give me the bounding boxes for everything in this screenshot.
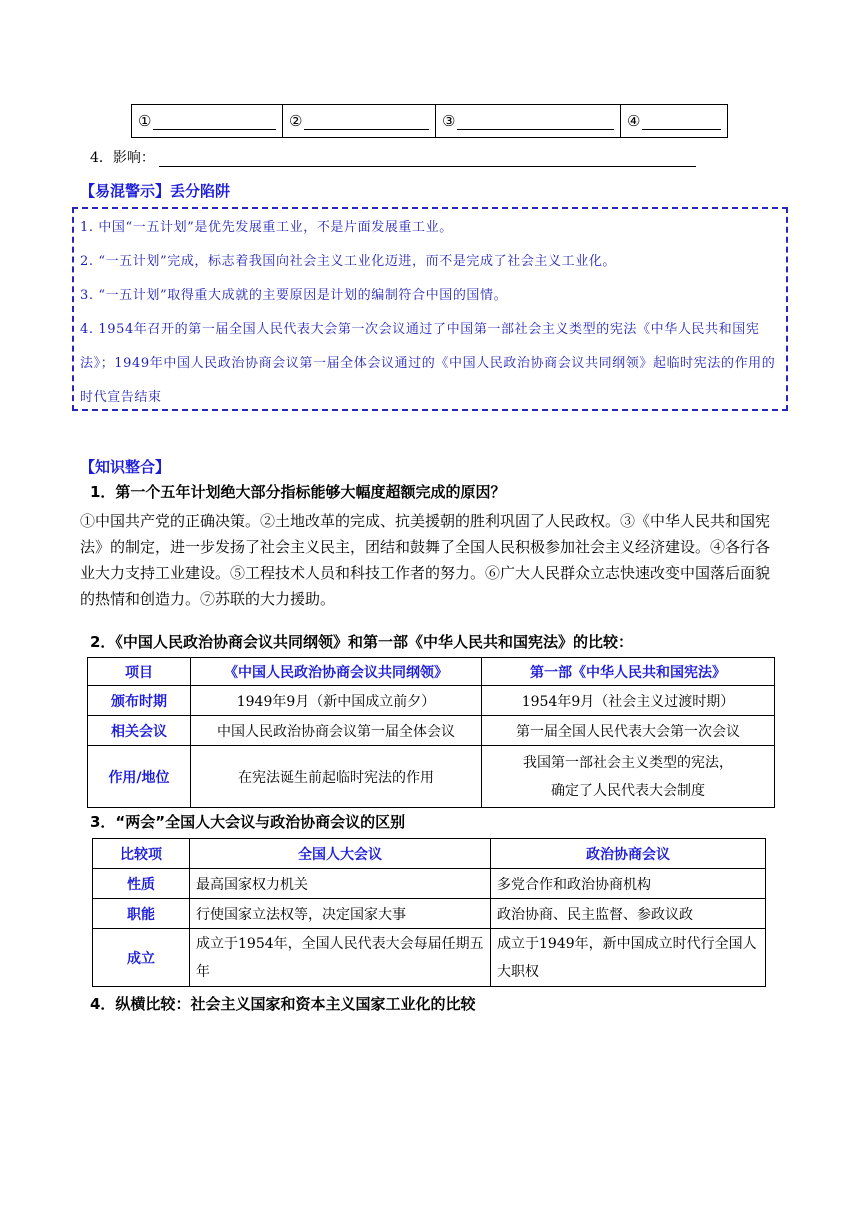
table-row — [88, 686, 775, 716]
row-label: 颁布时期 — [88, 686, 191, 716]
blank-marker: ② — [289, 112, 303, 130]
question-1-answer: ①中国共产党的正确决策。②土地改革的完成、抗美援朝的胜利巩固了人民政权。③《中华人民共和国宪法》的制定，进一步发扬了社会主义民主，团结和鼓舞了全国人民积极参加社会主义经济建设。④各行各业大力支持工业建设。⑤工程技术人员和科技工作者的努力。⑥广大人民群众立志快速改变中国落后面貌的热情和创造力。⑦苏联的大力援助。 — [80, 512, 771, 608]
table-row — [88, 746, 775, 808]
warning-heading: 【易混警示】丢分陷阱 — [80, 182, 231, 200]
table-cell: 行使国家立法权等，决定国家大事 — [190, 899, 491, 929]
blank-line — [457, 115, 614, 130]
blank-marker: ④ — [627, 112, 641, 130]
question-2: 2．《中国人民政治协商会议共同纲领》和第一部《中华人民共和国宪法》的比较： — [90, 633, 633, 651]
table-header-cell: 第一部《中华人民共和国宪法》 — [482, 658, 775, 686]
table-header-row — [93, 839, 766, 869]
table-row — [93, 929, 766, 987]
row-label: 作用/地位 — [88, 746, 191, 808]
table-header-cell: 政治协商会议 — [491, 839, 766, 869]
warning-item: 1. 中国“一五计划”是优先发展重工业，不是片面发展重工业。 — [80, 220, 453, 235]
blank-line — [153, 115, 276, 130]
blank-cell[interactable] — [621, 105, 728, 138]
row-label: 成立 — [93, 929, 190, 987]
blank-marker: ① — [138, 112, 152, 130]
table-cell: 政治协商、民主监督、参政议政 — [491, 899, 766, 929]
table-cell: 中国人民政治协商会议第一届全体会议 — [191, 716, 482, 746]
table-cell: 在宪法诞生前起临时宪法的作用 — [191, 746, 482, 808]
warning-item: 3. “一五计划”取得重大成就的主要原因是计划的编制符合中国的国情。 — [80, 288, 508, 303]
warning-item: 4. 1954年召开的第一届全国人民代表大会第一次会议通过了中国第一部社会主义类型的宪法《中华人民共和国宪法》；1949年中国人民政治协商会议第一届全体会议通过的《中国人民政治协商会议共同纲领》起临时宪法的作用的时代宣告结束 — [80, 322, 776, 405]
blank-line — [304, 115, 429, 130]
question-1: 1．第一个五年计划绝大部分指标能够大幅度超额完成的原因？ — [90, 483, 506, 501]
table-header-cell: 《中国人民政治协商会议共同纲领》 — [191, 658, 482, 686]
blank-marker: ③ — [442, 112, 456, 130]
table-cell: 第一届全国人民代表大会第一次会议 — [482, 716, 775, 746]
warning-item: 2. “一五计划”完成，标志着我国向社会主义工业化迈进，而不是完成了社会主义工业化。 — [80, 254, 617, 269]
table-header-cell: 项目 — [88, 658, 191, 686]
table-cell: 最高国家权力机关 — [190, 869, 491, 899]
table-cell: 1954年9月（社会主义过渡时期） — [482, 686, 775, 716]
row-label: 性质 — [93, 869, 190, 899]
table-cell: 成立于1949年，新中国成立时代行全国人大职权 — [491, 929, 766, 987]
influence-blank[interactable] — [159, 152, 696, 167]
table-header-cell: 全国人大会议 — [190, 839, 491, 869]
blank-fill-table — [131, 104, 728, 138]
table-header-row — [88, 658, 775, 686]
row-label: 职能 — [93, 899, 190, 929]
cell-line: 确定了人民代表大会制度 — [551, 782, 705, 799]
knowledge-heading: 【知识整合】 — [80, 458, 171, 476]
comparison-table-1 — [87, 657, 775, 808]
question-3: 3．“两会”全国人大会议与政治协商会议的区别 — [90, 813, 406, 831]
influence-line — [90, 147, 696, 167]
row-label: 相关会议 — [88, 716, 191, 746]
blank-cell[interactable] — [283, 105, 436, 138]
influence-label: 4．影响： — [90, 150, 155, 166]
table-header-cell: 比较项 — [93, 839, 190, 869]
table-cell: 成立于1954年，全国人民代表大会每届任期五年 — [190, 929, 491, 987]
blank-cell[interactable] — [436, 105, 621, 138]
table-cell: 多党合作和政治协商机构 — [491, 869, 766, 899]
question-4: 4．纵横比较：社会主义国家和资本主义国家工业化的比较 — [90, 995, 476, 1013]
blank-cell[interactable] — [132, 105, 283, 138]
blank-line — [642, 115, 721, 130]
table-cell — [482, 746, 775, 808]
table-row — [88, 716, 775, 746]
table-cell: 1949年9月（新中国成立前夕） — [191, 686, 482, 716]
cell-line: 我国第一部社会主义类型的宪法， — [523, 754, 733, 771]
table-row — [93, 869, 766, 899]
table-row — [93, 899, 766, 929]
warning-box — [72, 207, 788, 411]
comparison-table-2 — [92, 838, 766, 987]
